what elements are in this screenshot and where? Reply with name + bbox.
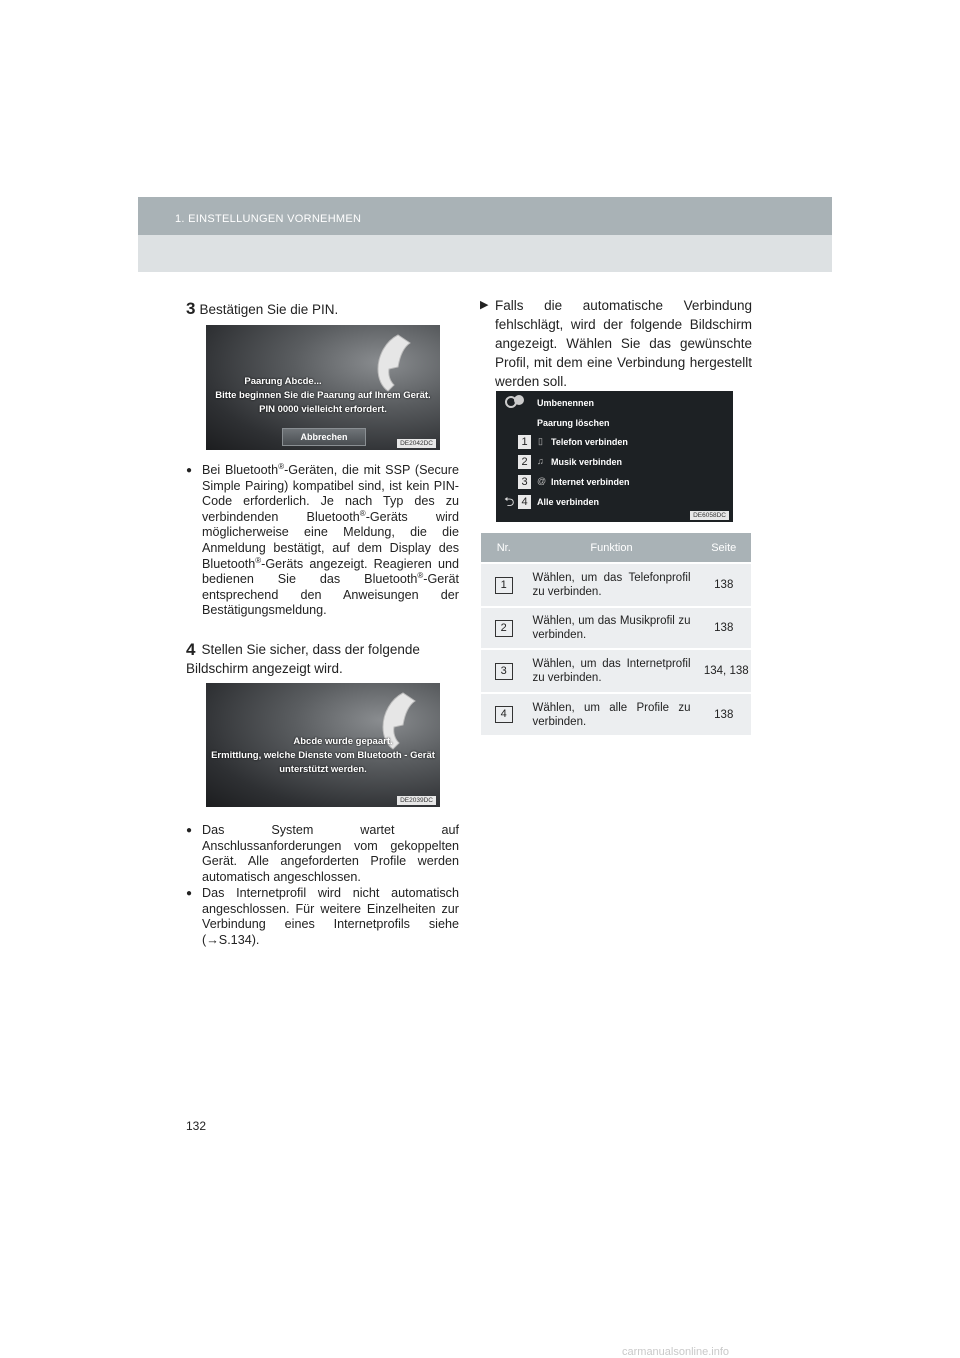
- row-number-box: 1: [495, 577, 513, 594]
- step-number: 3: [186, 299, 196, 318]
- bullet-icon: ●: [186, 888, 193, 899]
- function-table: [481, 533, 751, 735]
- page-number: 132: [186, 1119, 207, 1133]
- bullet-system-waits: ● Das System wartet auf Anschlussanforderungen vom gekoppelten Gerät. Alle angeforderten Profile werden automatisch angeschlossen.: [186, 823, 459, 884]
- row-page: 138: [697, 563, 751, 607]
- row-page: 138: [697, 693, 751, 735]
- header-bar: [138, 197, 832, 235]
- step-3: [186, 299, 461, 319]
- callout-1: 1: [518, 435, 531, 449]
- paired-line-1: Abcde wurde gepaart.: [293, 736, 393, 747]
- menu-connect-music[interactable]: Musik verbinden: [551, 457, 623, 467]
- image-code: DE2039DC: [397, 796, 436, 805]
- column-header-seite: Seite: [697, 533, 751, 563]
- pairing-line-3: PIN 0000 vielleicht erfordert.: [259, 404, 387, 415]
- paired-line-2: Ermittlung, welche Dienste vom Bluetooth - Gerät: [211, 750, 435, 761]
- step-text: Bestätigen Sie die PIN.: [199, 302, 339, 317]
- table-row: [481, 607, 751, 649]
- row-page: 134, 138: [697, 649, 751, 693]
- menu-connect-internet[interactable]: Internet verbinden: [551, 477, 630, 487]
- column-header-nr: Nr.: [481, 533, 526, 563]
- fallback-intro: ▶ Falls die automatische Verbindung fehlschlägt, wird der folgende Bildschirm angezeigt. Wählen Sie das gewünschte Profil, mit dem eine Verbindung hergestellt werden soll.: [480, 298, 752, 389]
- bullet-icon: ●: [186, 465, 193, 476]
- bluetooth-settings-icon: [504, 394, 526, 410]
- column-header-funktion: Funktion: [526, 533, 696, 563]
- row-function: Wählen, um alle Profile zu verbinden.: [526, 693, 696, 735]
- bullet-internet-profile: ● Das Internetprofil wird nicht automatisch angeschlossen. Für weitere Einzelheiten zur Verbindung eines Internetprofils siehe (→S.134).: [186, 886, 459, 947]
- table-row: [481, 649, 751, 693]
- row-number-box: 2: [495, 620, 513, 637]
- pairing-line-1: Paarung Abcde...: [244, 376, 322, 387]
- header-title: 1. EINSTELLUNGEN VORNEHMEN: [175, 213, 362, 225]
- menu-rename[interactable]: Umbenennen: [537, 398, 595, 408]
- bullet-icon: ●: [186, 825, 193, 836]
- image-code: DE6058DC: [690, 511, 729, 520]
- section-header: [138, 197, 832, 272]
- row-number-box: 3: [495, 663, 513, 680]
- callout-3: 3: [518, 475, 531, 489]
- step-number: 4: [186, 640, 196, 659]
- paired-line-3: unterstützt werden.: [279, 764, 367, 775]
- back-icon[interactable]: ⮌: [504, 494, 515, 509]
- pairing-line-2: Bitte beginnen Sie die Paarung auf Ihrem Gerät.: [215, 390, 431, 401]
- callout-4: 4: [518, 495, 531, 509]
- table-row: [481, 563, 751, 607]
- row-number-box: 4: [495, 706, 513, 723]
- paired-screen: [206, 683, 440, 807]
- pairing-screen: [206, 325, 440, 450]
- menu-connect-all[interactable]: Alle verbinden: [537, 497, 600, 507]
- table-header-row: [481, 533, 751, 563]
- step-4: [186, 640, 461, 678]
- callout-2: 2: [518, 455, 531, 469]
- music-icon: ♫: [537, 456, 544, 466]
- profile-menu-screen: [496, 391, 733, 522]
- internet-icon: @: [537, 476, 547, 486]
- phone-small-icon: ▯: [538, 436, 543, 446]
- row-function: Wählen, um das Telefonprofil zu verbinden.: [526, 563, 696, 607]
- bullet-ssp: ● Bei Bluetooth®-Geräten, die mit SSP (Secure Simple Pairing) kompatibel sind, ist kein PIN-Code erforderlich. Je nach Typ des zu verbindenden Bluetooth®-Geräts wird möglicherweise eine Meldung, die die Anmeldung bestätigt, auf dem Display des Bluetooth®-Geräts angezeigt. Reagieren und bedienen Sie das Bluetooth®-Gerät entsprechend den Anweisungen der Bestätigungsmeldung.: [186, 461, 459, 618]
- cancel-button[interactable]: Abbrechen: [282, 428, 366, 446]
- watermark: carmanualsonline.info: [622, 1346, 730, 1358]
- menu-connect-phone[interactable]: Telefon verbinden: [551, 437, 628, 447]
- table-row: [481, 693, 751, 735]
- row-function: Wählen, um das Musikprofil zu verbinden.: [526, 607, 696, 649]
- menu-delete-pairing[interactable]: Paarung löschen: [537, 418, 610, 428]
- step-text: Stellen Sie sicher, dass der folgende Bildschirm angezeigt wird.: [186, 642, 420, 676]
- header-subbar: [138, 235, 832, 272]
- arrow-icon: ▶: [480, 299, 489, 311]
- image-code: DE2042DC: [397, 439, 436, 448]
- row-page: 138: [697, 607, 751, 649]
- row-function: Wählen, um das Internetprofil zu verbinden.: [526, 649, 696, 693]
